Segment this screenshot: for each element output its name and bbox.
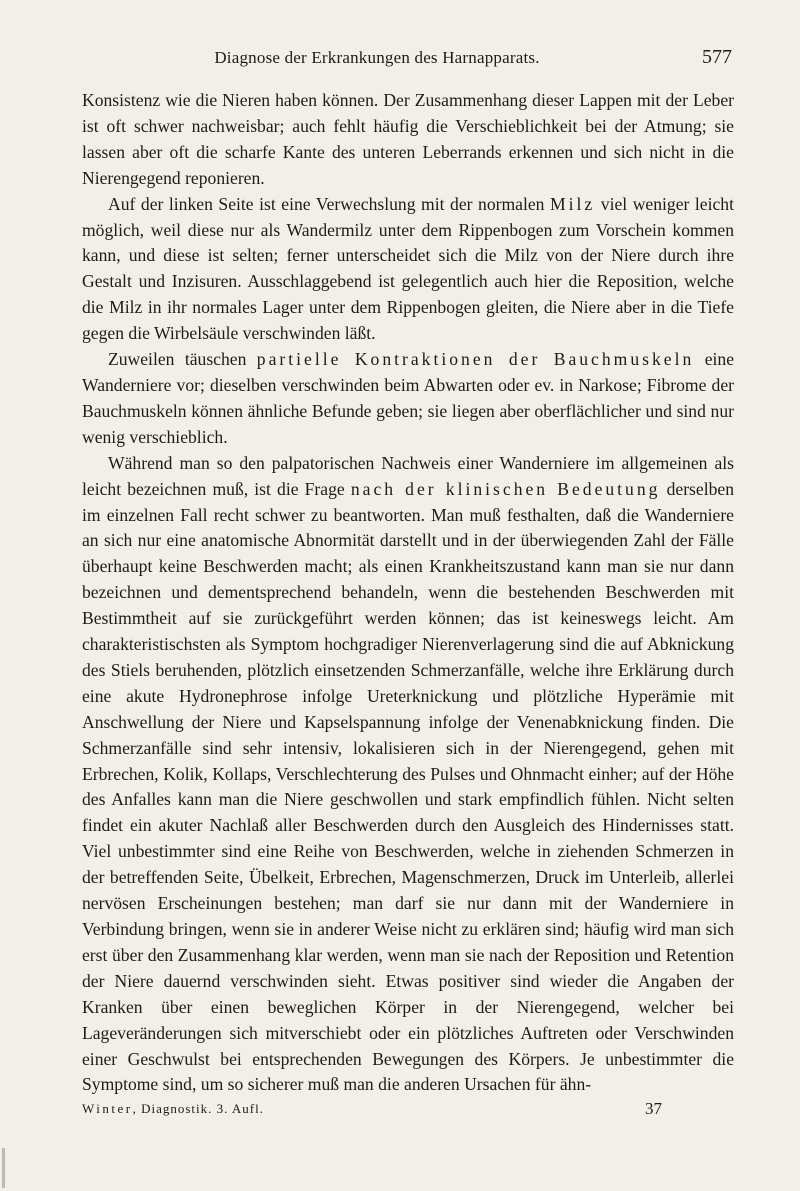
sheet-number: 37	[645, 1099, 662, 1118]
paragraph-4	[82, 451, 734, 1099]
printer-signature	[82, 1101, 264, 1117]
running-title: Diagnose der Erkrankungen des Harnapparats.	[214, 48, 540, 67]
author-name: Winter	[82, 1101, 133, 1116]
paragraph-2-text-b: viel weniger leicht möglich, weil diese nur als Wandermilz unter dem Rippenbogen zum Vorschein kommen kann, und diese ist selten; ferner unterscheidet sich die Milz von der Niere durch ihre Gestalt und Inzisuren. Ausschlaggebend ist gelegentlich auch hier die Reposition, welche die Milz in ihr normales Lager unter dem Rippenbogen gleiten, die Niere aber in die Tiefe gegen die Wirbelsäule verschwinden läßt.	[82, 193, 734, 344]
page-number: 577	[702, 46, 732, 68]
body-text	[82, 88, 734, 1098]
paragraph-3-text-a: Zuweilen täuschen	[108, 349, 257, 370]
paragraph-1	[82, 88, 734, 192]
running-header	[82, 48, 732, 72]
binding-edge-mark	[2, 1148, 5, 1188]
paragraph-4-text-a: Während man so den palpatorischen Nachweis einer Wanderniere im allgemeinen als leicht bezeichnen muß, ist die Frage	[82, 452, 734, 499]
paragraph-2-text-a: Auf der linken Seite ist eine Verwechslung mit der normalen	[108, 193, 551, 214]
paragraph-1-text: Konsistenz wie die Nieren haben können. Der Zusammenhang dieser Lappen mit der Leber ist oft schwer nachweisbar; auch fehlt häufig die Verschieblichkeit bei der Atmung; sie lassen aber oft die scharfe Kante des unteren Leberrands erkennen und sich nicht in die Nierengegend reponieren.	[82, 90, 734, 188]
emphasis-milz: Milz	[550, 193, 596, 214]
paragraph-3	[82, 347, 734, 451]
paragraph-4-text-b: derselben im einzelnen Fall recht schwer zu beantworten. Man muß festhalten, daß die Wanderniere an sich nur eine anatomische Abnormität darstellt und in der überwiegenden Zahl der Fälle überhaupt keine Beschwerden macht; als einen Krankheitszustand kann man sie nur dann bezeichnen und dementsprechend behandeln, wenn die bestehenden Beschwerden mit Bestimmtheit auf sie zurückgeführt werden können; das ist keineswegs leicht. Am charakteristischsten als Symptom hochgradiger Nierenverlagerung sind die auf Abknickung des Stiels beruhenden, plötzlich einsetzenden Schmerzanfälle, welche ihre Erklärung durch eine akute Hydronephrose infolge Ureterknickung und plötzliche Hyperämie mit Anschwellung der Niere und Kapselspannung infolge der Venenabknickung finden. Die Schmerzanfälle sind sehr intensiv, lokalisieren sich in der Nierengegend, gehen mit Erbrechen, Kolik, Kollaps, Verschlechterung des Pulses und Ohnmacht einher; auf der Höhe des Anfalles kann man die Niere geschwollen und stark empfindlich fühlen. Nicht selten findet ein akuter Nachlaß aller Beschwerden durch den Ausgleich des Hindernisses statt. Viel unbestimmter sind eine Reihe von Beschwerden, welche in ziehenden Schmerzen in der betreffenden Seite, Übelkeit, Erbrechen, Magenschmerzen, Druck im Unterleib, allerlei nervösen Erscheinungen bestehen; man darf sie nur dann mit der Wanderniere in Verbindung bringen, wenn sie in anderer Weise nicht zu erklären sind; häufig wird man sich erst über den Zusammenhang klar werden, wenn man sie nach der Reposition und Retention der Niere dauernd verschwinden sieht. Etwas positiver sind wieder die Angaben der Kranken über einen beweglichen Körper in der Nierengegend, welcher bei Lageveränderungen sich mitverschiebt oder ein plötzliches Auftreten oder Verschwinden einer Geschwulst bei entsprechenden Bewegungen des Körpers. Je unbestimmter die Symptome sind, um so sicherer muß man die anderen Ursachen für ähn-	[82, 478, 734, 1095]
emphasis-klinische-bedeutung: nach der klinischen Bedeutung	[350, 478, 661, 499]
book-title: , Diagnostik. 3. Aufl.	[132, 1101, 264, 1116]
paragraph-3-text-b: eine Wanderniere vor; dieselben verschwinden beim Abwarten oder ev. in Narkose; Fibrome der Bauchmuskeln können ähnliche Befunde geben; sie liegen aber oberflächlicher und sind nur wenig verschieblich.	[82, 349, 734, 447]
paragraph-2	[82, 192, 734, 347]
sheet-signature-line	[82, 1101, 734, 1121]
emphasis-kontraktionen: partielle Kontraktionen der Bauchmuskeln	[256, 349, 695, 370]
